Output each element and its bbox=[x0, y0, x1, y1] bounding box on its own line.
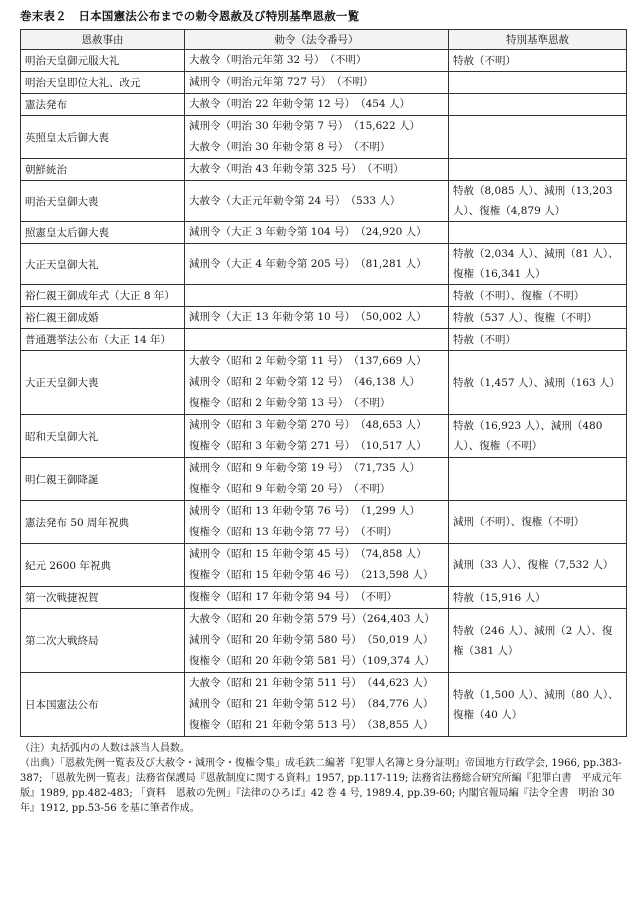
decree-cell bbox=[185, 307, 449, 329]
decree-line: 減刑令（大正 13 年勅令第 10 号） （50,002 人） bbox=[189, 311, 427, 323]
decree-line: 減刑令（昭和 13 年勅令第 76 号） （1,299 人） bbox=[189, 505, 420, 517]
header-special: 特別基準恩赦 bbox=[449, 30, 627, 50]
decree-cell bbox=[185, 329, 449, 351]
table-row bbox=[21, 50, 627, 72]
decree-line: 減刑令（昭和 21 年勅令第 512 号） （84,776 人） bbox=[189, 698, 434, 710]
event-cell: 照憲皇太后御大喪 bbox=[21, 222, 185, 244]
decree-cell bbox=[185, 501, 449, 544]
table-row bbox=[21, 244, 627, 285]
decree-cell bbox=[185, 415, 449, 458]
decree-line bbox=[189, 285, 444, 306]
event-cell: 明治天皇御元服大礼 bbox=[21, 50, 185, 72]
note-text: （注）丸括弧内の人数は該当人員数。 bbox=[20, 743, 190, 754]
decree-line: 大赦令（明治 30 年勅令第 8 号） （不明） bbox=[189, 141, 391, 153]
decree-cell bbox=[185, 351, 449, 415]
table-row bbox=[21, 458, 627, 501]
decree-line: 大赦令（昭和 20 年勅令第 579 号）（264,403 人） bbox=[189, 613, 435, 625]
decree-cell bbox=[185, 222, 449, 244]
decree-cell bbox=[185, 609, 449, 673]
source-text: （出典）「恩赦先例一覧表及び大赦令・減刑令・復権令集」成毛鉄二編著『犯罪人名簿と身分証明』帝国地方行政学会, 1966, pp.383-387; 「恩赦先例一覧表」法務省保護局『恩赦制度に関する資料』1957, pp.117-119; 法務省法務総合研究所編『犯罪白書 平成元年版』1989, pp.482-483; 「資料 恩赦の先例」『法律のひろば』42 巻 4 号, 1989.4, pp.39-60; 内閣官報局編『法令全書 明治 30 年』1912, pp.53-56 を基に筆者作成。 bbox=[20, 758, 622, 814]
event-cell: 朝鮮統治 bbox=[21, 159, 185, 181]
table-row bbox=[21, 351, 627, 415]
event-cell: 大正天皇御大礼 bbox=[21, 244, 185, 285]
special-cell: 特赦（不明） bbox=[449, 329, 627, 351]
decree-cell bbox=[185, 285, 449, 307]
special-cell: 特赦（15,916 人） bbox=[449, 587, 627, 609]
decree-line: 大赦令（明治元年第 32 号） （不明） bbox=[189, 54, 367, 66]
decree-cell bbox=[185, 94, 449, 116]
table-row bbox=[21, 415, 627, 458]
special-cell: 特赦（2,034 人）、減刑（81 人）、復権（16,341 人） bbox=[449, 244, 627, 285]
table-row bbox=[21, 501, 627, 544]
table-row bbox=[21, 94, 627, 116]
event-cell: 英照皇太后御大喪 bbox=[21, 116, 185, 159]
special-cell: 減刑（不明）、復権（不明） bbox=[449, 501, 627, 544]
event-cell: 紀元 2600 年祝典 bbox=[21, 544, 185, 587]
event-cell: 日本国憲法公布 bbox=[21, 673, 185, 737]
special-cell: 特赦（不明）、復権（不明） bbox=[449, 285, 627, 307]
decree-line: 復権令（昭和 20 年勅令第 581 号）（109,374 人） bbox=[189, 655, 435, 667]
decree-line: 減刑令（明治元年第 727 号） （不明） bbox=[189, 76, 374, 88]
table-body bbox=[21, 50, 627, 737]
table-row bbox=[21, 673, 627, 737]
notes bbox=[20, 741, 630, 816]
table-row bbox=[21, 72, 627, 94]
special-cell bbox=[449, 458, 627, 501]
event-cell: 明治天皇即位大礼、改元 bbox=[21, 72, 185, 94]
table-row bbox=[21, 544, 627, 587]
table-row bbox=[21, 285, 627, 307]
table-row bbox=[21, 329, 627, 351]
event-cell: 第二次大戦終局 bbox=[21, 609, 185, 673]
header-decree: 勅令（法令番号） bbox=[185, 30, 449, 50]
decree-line: 減刑令（大正 4 年勅令第 205 号） （81,281 人） bbox=[189, 257, 427, 270]
special-cell: 特赦（246 人）、減刑（2 人）、復権（381 人） bbox=[449, 609, 627, 673]
decree-line: 復権令（昭和 15 年勅令第 46 号） （213,598 人） bbox=[189, 569, 434, 581]
table-row bbox=[21, 222, 627, 244]
decree-line: 減刑令（昭和 15 年勅令第 45 号） （74,858 人） bbox=[189, 548, 427, 560]
table-row bbox=[21, 307, 627, 329]
event-cell: 大正天皇御大喪 bbox=[21, 351, 185, 415]
special-cell: 特赦（1,457 人）、減刑（163 人） bbox=[449, 351, 627, 415]
table-row bbox=[21, 587, 627, 609]
table-row bbox=[21, 181, 627, 222]
decree-cell bbox=[185, 116, 449, 159]
decree-line: 大赦令（昭和 2 年勅令第 11 号） （137,669 人） bbox=[189, 355, 427, 367]
decree-line: 大赦令（明治 43 年勅令第 325 号） （不明） bbox=[189, 163, 404, 175]
event-cell: 明仁親王御降誕 bbox=[21, 458, 185, 501]
decree-line: 減刑令（昭和 2 年勅令第 12 号） （46,138 人） bbox=[189, 376, 420, 388]
special-cell bbox=[449, 72, 627, 94]
amnesty-table bbox=[20, 29, 627, 737]
decree-cell bbox=[185, 72, 449, 94]
decree-cell bbox=[185, 458, 449, 501]
special-cell bbox=[449, 116, 627, 159]
decree-line: 減刑令（昭和 3 年勅令第 270 号） （48,653 人） bbox=[189, 419, 427, 431]
decree-line: 減刑令（昭和 9 年勅令第 19 号） （71,735 人） bbox=[189, 462, 420, 474]
decree-cell bbox=[185, 544, 449, 587]
table-row bbox=[21, 116, 627, 159]
special-cell bbox=[449, 222, 627, 244]
event-cell: 第一次戦捷祝賀 bbox=[21, 587, 185, 609]
decree-line: 大赦令（明治 22 年勅令第 12 号） （454 人） bbox=[189, 98, 410, 110]
decree-line: 復権令（昭和 2 年勅令第 13 号） （不明） bbox=[189, 397, 391, 409]
special-cell bbox=[449, 94, 627, 116]
event-cell: 憲法発布 50 周年祝典 bbox=[21, 501, 185, 544]
decree-cell bbox=[185, 244, 449, 285]
special-cell bbox=[449, 159, 627, 181]
decree-cell bbox=[185, 50, 449, 72]
special-cell: 特赦（16,923 人）、減刑（480 人）、復権（不明） bbox=[449, 415, 627, 458]
special-cell: 特赦（537 人）、復権（不明） bbox=[449, 307, 627, 329]
decree-line: 復権令（昭和 3 年勅令第 271 号） （10,517 人） bbox=[189, 440, 427, 452]
event-cell: 憲法発布 bbox=[21, 94, 185, 116]
header-event: 恩赦事由 bbox=[21, 30, 185, 50]
special-cell: 減刑（33 人）、復権（7,532 人） bbox=[449, 544, 627, 587]
table-title: 巻末表２ 日本国憲法公布までの勅令恩赦及び特別基準恩赦一覧 bbox=[20, 9, 360, 23]
decree-cell bbox=[185, 673, 449, 737]
decree-line: 大赦令（昭和 21 年勅令第 511 号） （44,623 人） bbox=[189, 677, 434, 689]
special-cell: 特赦（不明） bbox=[449, 50, 627, 72]
decree-line: 大赦令（大正元年勅令第 24 号） （533 人） bbox=[189, 194, 401, 207]
event-cell: 明治天皇御大喪 bbox=[21, 181, 185, 222]
decree-cell bbox=[185, 159, 449, 181]
decree-line: 復権令（昭和 9 年勅令第 20 号） （不明） bbox=[189, 483, 391, 495]
decree-cell bbox=[185, 181, 449, 222]
decree-line: 復権令（昭和 13 年勅令第 77 号） （不明） bbox=[189, 526, 398, 538]
decree-line: 減刑令（明治 30 年勅令第 7 号） （15,622 人） bbox=[189, 120, 420, 132]
event-cell: 裕仁親王御成婚 bbox=[21, 307, 185, 329]
decree-line: 減刑令（昭和 20 年勅令第 580 号） （50,019 人） bbox=[189, 634, 434, 646]
event-cell: 昭和天皇御大礼 bbox=[21, 415, 185, 458]
decree-line: 減刑令（大正 3 年勅令第 104 号） （24,920 人） bbox=[189, 226, 427, 238]
decree-line: 復権令（昭和 21 年勅令第 513 号） （38,855 人） bbox=[189, 719, 434, 731]
decree-line: 復権令（昭和 17 年勅令第 94 号） （不明） bbox=[189, 591, 398, 603]
event-cell: 裕仁親王御成年式（大正 8 年） bbox=[21, 285, 185, 307]
table-row bbox=[21, 159, 627, 181]
decree-cell bbox=[185, 587, 449, 609]
event-cell: 普通選挙法公布（大正 14 年） bbox=[21, 329, 185, 351]
special-cell: 特赦（8,085 人）、減刑（13,203 人）、復権（4,879 人） bbox=[449, 181, 627, 222]
decree-line bbox=[189, 329, 444, 350]
table-header-row bbox=[21, 30, 627, 50]
special-cell: 特赦（1,500 人）、減刑（80 人）、復権（40 人） bbox=[449, 673, 627, 737]
table-row bbox=[21, 609, 627, 673]
